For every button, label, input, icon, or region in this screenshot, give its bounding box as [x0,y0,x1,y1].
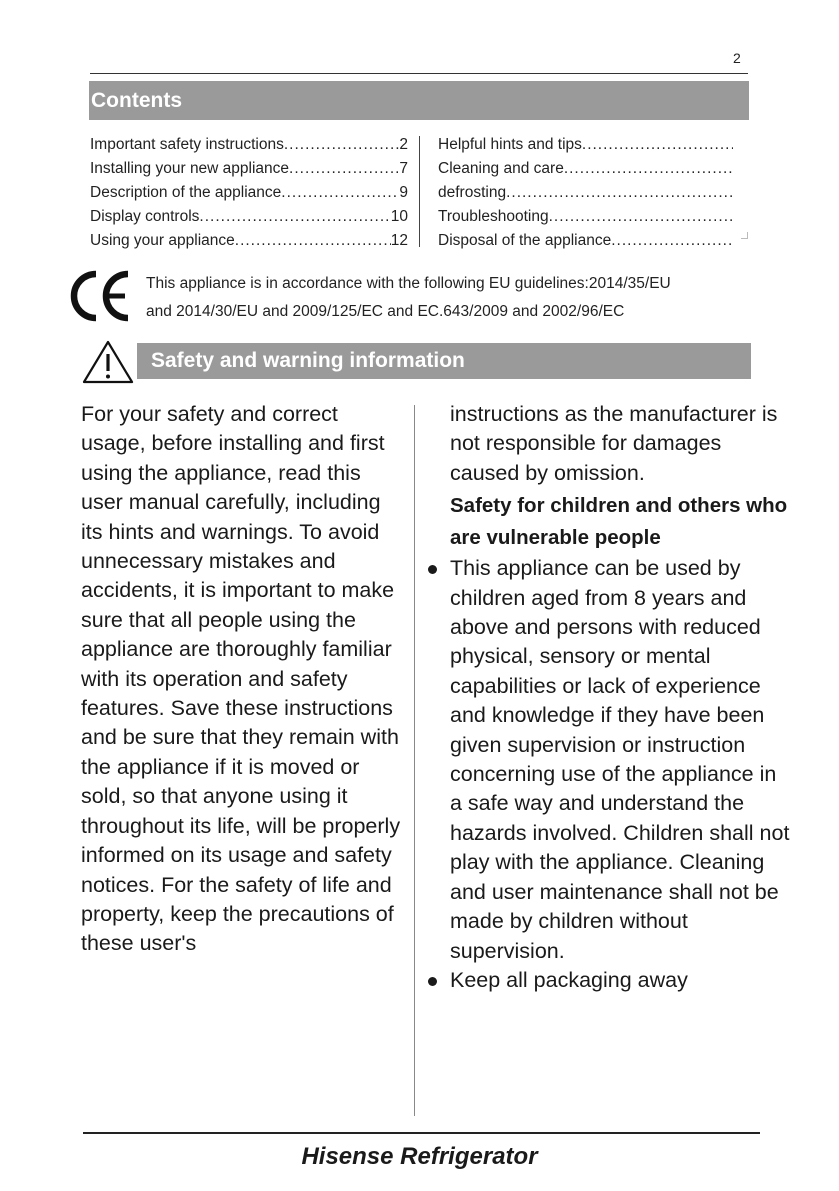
toc-entry[interactable] [438,229,733,253]
compliance-statement [146,270,786,326]
safety-heading: Safety and warning information [151,349,465,372]
footer-rule [83,1132,760,1134]
header-rule [90,73,748,74]
compliance-line-2: and 2014/30/EU and 2009/125/EC and EC.643/2009 and 2002/96/EC [146,303,625,320]
toc-left-column [90,133,408,253]
toc-entry[interactable] [90,229,408,253]
safety-right-column [450,400,790,995]
bullet-dot-icon [428,977,437,986]
column-divider [414,405,415,1116]
toc-dot-leader [281,181,399,205]
toc-entry[interactable] [438,157,733,181]
toc-entry-title: Important safety instructions [90,136,284,153]
children-safety-heading: Safety for children and others who are vulnerable people [450,494,788,550]
bullet-text: Keep all packaging away [450,967,688,992]
corner-mark [741,232,748,239]
toc-entry-title: Helpful hints and tips [438,136,582,153]
toc-dot-leader [235,229,391,253]
ce-mark-icon [66,268,136,324]
toc-entry-title: Using your appliance [90,232,235,249]
safety-intro-paragraph: For your safety and correct usage, before installing and first using the appliance, read this user manual carefully, including its hints and warnings. To avoid unnecessary mistakes and accidents, it is important to make sure that all people using the appliance are thoroughly familiar with its operation and safety features. Save these instructions and be sure that they remain with the appliance if it is moved or sold, so that anyone using it throughout its life, will be properly informed on its usage and safety notices. For the safety of life and property, keep the precautions of these user's [81,402,401,956]
toc-dot-leader [199,205,390,229]
warning-triangle-icon [82,340,134,384]
contents-heading-bar [89,81,749,120]
safety-heading-bar [137,343,751,379]
toc-entry-page: 12 [390,232,408,249]
safety-left-column [81,400,406,959]
toc-entry-page: 7 [399,160,408,177]
toc-dot-leader [564,157,733,181]
bullet-text: This appliance can be used by children aged from 8 years and above and persons with reduced physical, sensory or mental capabilities or lack of experience and knowledge if they have been given supervision or instruction concerning use of the appliance in a safe way and understand the hazards involved. Children shall not play with the appliance. Cleaning and user maintenance shall not be made by children without supervision. [450,556,790,963]
toc-entry-page: 10 [390,208,408,225]
footer-brand: Hisense Refrigerator [301,1143,538,1170]
toc-entry-title: Cleaning and care [438,160,564,177]
toc-dot-leader [611,229,733,253]
toc-entry[interactable] [438,205,733,229]
toc-entry-page: 9 [399,184,408,201]
bullet-item [450,554,790,966]
toc-entry-title: Disposal of the appliance [438,232,612,249]
toc-dot-leader [549,205,733,229]
bullet-dot-icon [428,565,437,574]
toc-column-divider [419,136,420,247]
toc-dot-leader [284,133,400,157]
toc-right-column [438,133,733,253]
bullet-item [450,966,790,995]
safety-continuation-paragraph: instructions as the manufacturer is not responsible for damages caused by omission. [450,402,778,485]
toc-entry[interactable] [438,133,733,157]
toc-entry-title: Installing your new appliance [90,160,290,177]
toc-entry-page: 2 [399,136,408,153]
toc-entry[interactable] [90,205,408,229]
toc-entry[interactable] [90,181,408,205]
toc-dot-leader [582,133,733,157]
toc-dot-leader [289,157,399,181]
toc-entry[interactable] [90,133,408,157]
page-number: 2 [733,50,741,66]
toc-dot-leader [506,181,733,205]
toc-entry[interactable] [438,181,733,205]
compliance-line-1: This appliance is in accordance with the following EU guidelines:2014/35/EU [146,275,671,292]
toc-entry[interactable] [90,157,408,181]
toc-entry-title: Description of the appliance [90,184,282,201]
toc-entry-title: Troubleshooting [438,208,549,225]
contents-heading: Contents [91,89,182,112]
toc-entry-title: defrosting [438,184,507,201]
toc-entry-title: Display controls [90,208,200,225]
